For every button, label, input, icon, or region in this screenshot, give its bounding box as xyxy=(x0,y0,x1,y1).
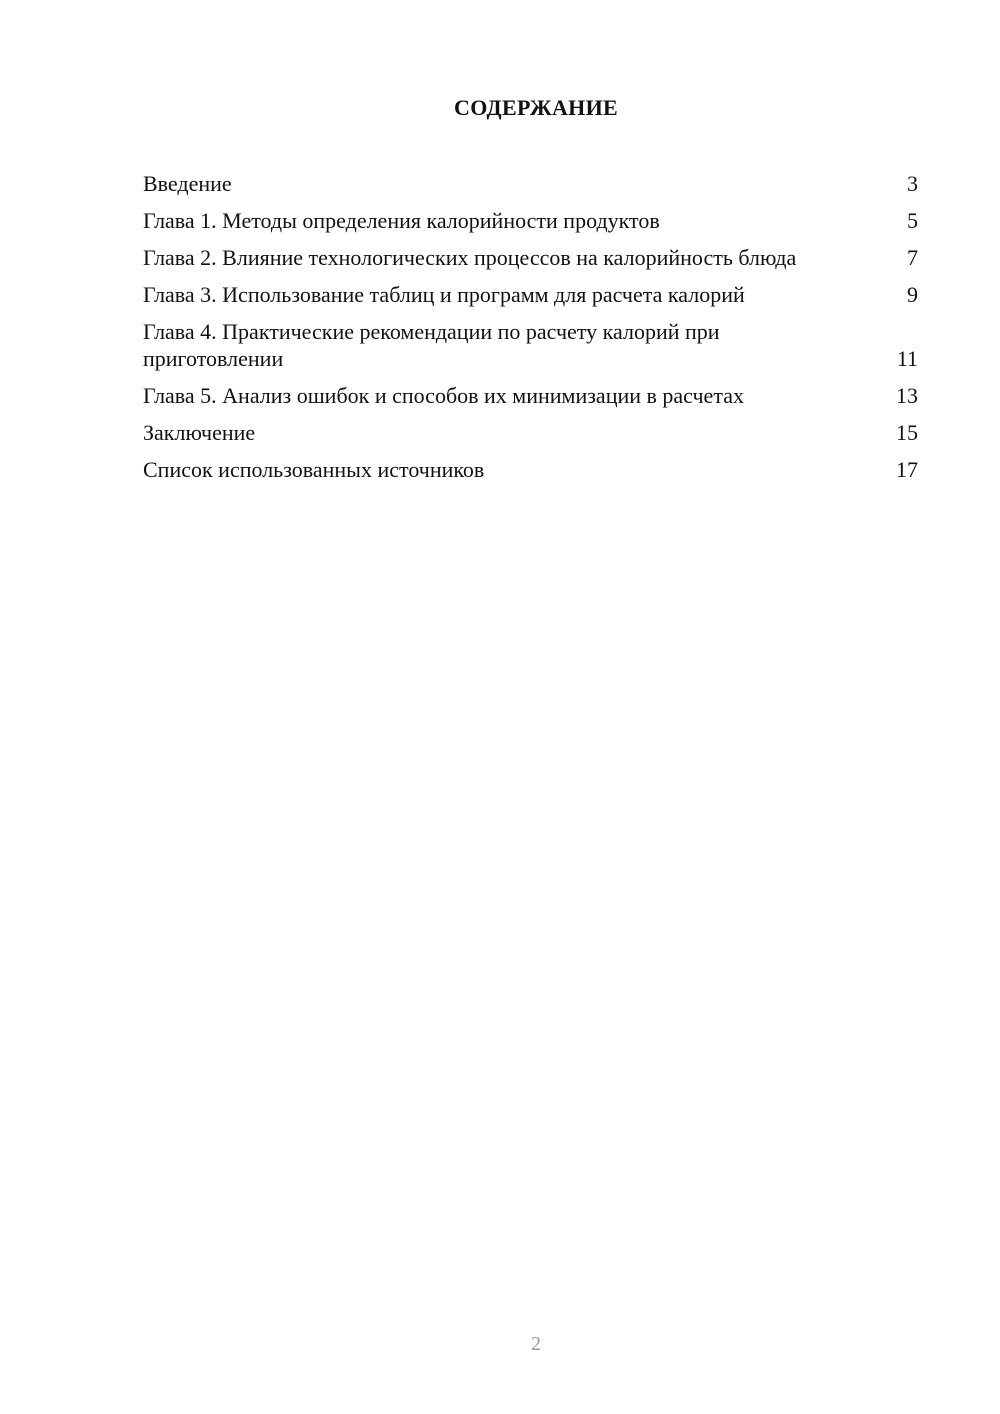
toc-entry-introduction xyxy=(143,170,918,197)
toc-entry-chapter-5 xyxy=(143,382,918,409)
table-of-contents xyxy=(143,170,918,493)
toc-entry-page: 13 xyxy=(896,383,918,408)
toc-entry-page: 7 xyxy=(907,245,918,270)
toc-entry-page: 3 xyxy=(907,171,918,196)
toc-entry-chapter-2 xyxy=(143,244,918,271)
toc-entry-conclusion xyxy=(143,419,918,446)
toc-entry-chapter-4 xyxy=(143,318,918,372)
toc-entry-page: 15 xyxy=(896,420,918,445)
toc-entry-title: Список использованных источников xyxy=(143,457,485,482)
toc-entry-title: Заключение xyxy=(143,420,256,445)
toc-entry-title: Глава 1. Методы определения калорийности продуктов xyxy=(143,208,660,233)
toc-entry-title: Глава 2. Влияние технологических процессов на калорийность блюда xyxy=(143,245,797,270)
toc-entry-page: 9 xyxy=(907,282,918,307)
toc-entry-title: Введение xyxy=(143,171,232,196)
toc-entry-title: Глава 4. Практические рекомендации по расчету калорий при приготовлении xyxy=(143,319,720,371)
toc-entry-chapter-3 xyxy=(143,281,918,308)
toc-entry-title: Глава 5. Анализ ошибок и способов их минимизации в расчетах xyxy=(143,383,744,408)
page-number: 2 xyxy=(531,1333,541,1355)
toc-entry-page: 5 xyxy=(907,208,918,233)
page-title: СОДЕРЖАНИЕ xyxy=(454,95,618,120)
toc-entry-references xyxy=(143,456,918,483)
toc-entry-page: 17 xyxy=(896,457,918,482)
toc-entry-title: Глава 3. Использование таблиц и программ для расчета калорий xyxy=(143,282,745,307)
toc-entry-chapter-1 xyxy=(143,207,918,234)
toc-entry-page: 11 xyxy=(896,346,918,371)
